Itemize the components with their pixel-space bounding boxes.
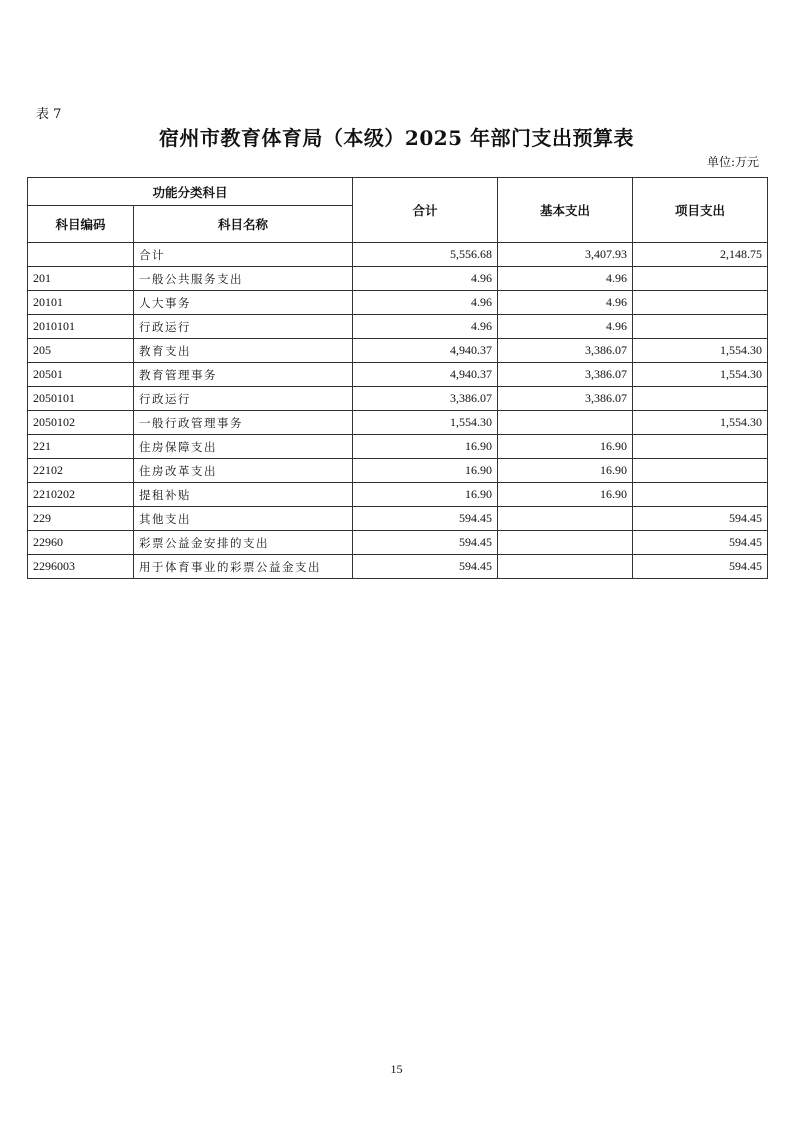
header-project-expenditure: 项目支出	[633, 178, 768, 243]
cell-project-expenditure: 2,148.75	[633, 243, 768, 267]
table-row	[28, 507, 768, 531]
cell-total: 3,386.07	[353, 387, 498, 411]
cell-subject-name: 教育管理事务	[134, 363, 353, 387]
table-label: 表 7	[36, 107, 62, 122]
table-row	[28, 387, 768, 411]
cell-subject-name: 行政运行	[134, 315, 353, 339]
table-header	[28, 178, 768, 243]
cell-total: 4.96	[353, 315, 498, 339]
cell-subject-name: 人大事务	[134, 291, 353, 315]
cell-total: 16.90	[353, 459, 498, 483]
cell-subject-code: 221	[28, 435, 134, 459]
cell-project-expenditure: 594.45	[633, 507, 768, 531]
cell-basic-expenditure	[498, 411, 633, 435]
cell-subject-name: 住房保障支出	[134, 435, 353, 459]
table-row	[28, 531, 768, 555]
cell-subject-name: 教育支出	[134, 339, 353, 363]
header-functional-classification: 功能分类科目	[28, 178, 353, 206]
cell-total: 16.90	[353, 435, 498, 459]
cell-total: 4,940.37	[353, 363, 498, 387]
cell-subject-code: 2010101	[28, 315, 134, 339]
header-basic-expenditure: 基本支出	[498, 178, 633, 243]
table-row	[28, 363, 768, 387]
cell-subject-name: 提租补贴	[134, 483, 353, 507]
cell-project-expenditure	[633, 435, 768, 459]
cell-total: 594.45	[353, 531, 498, 555]
cell-subject-name: 行政运行	[134, 387, 353, 411]
table-row	[28, 243, 768, 267]
cell-total: 5,556.68	[353, 243, 498, 267]
cell-subject-code: 22102	[28, 459, 134, 483]
cell-subject-code: 22960	[28, 531, 134, 555]
table-row	[28, 483, 768, 507]
cell-subject-name: 住房改革支出	[134, 459, 353, 483]
cell-project-expenditure: 1,554.30	[633, 363, 768, 387]
cell-basic-expenditure: 3,386.07	[498, 387, 633, 411]
cell-basic-expenditure	[498, 555, 633, 579]
cell-subject-code: 20101	[28, 291, 134, 315]
cell-basic-expenditure	[498, 507, 633, 531]
cell-subject-name: 其他支出	[134, 507, 353, 531]
cell-project-expenditure	[633, 267, 768, 291]
cell-total: 594.45	[353, 555, 498, 579]
cell-subject-name: 一般行政管理事务	[134, 411, 353, 435]
table-row	[28, 459, 768, 483]
cell-project-expenditure: 594.45	[633, 555, 768, 579]
cell-basic-expenditure: 3,386.07	[498, 363, 633, 387]
cell-project-expenditure: 1,554.30	[633, 411, 768, 435]
cell-basic-expenditure	[498, 531, 633, 555]
cell-project-expenditure	[633, 291, 768, 315]
cell-basic-expenditure: 3,386.07	[498, 339, 633, 363]
cell-project-expenditure: 594.45	[633, 531, 768, 555]
cell-project-expenditure	[633, 315, 768, 339]
cell-subject-code	[28, 243, 134, 267]
header-subject-code: 科目编码	[28, 206, 134, 243]
page-number: 15	[390, 1062, 403, 1076]
unit-label: 单位:万元	[706, 155, 759, 169]
cell-total: 4.96	[353, 267, 498, 291]
cell-subject-name: 合计	[134, 243, 353, 267]
cell-subject-code: 20501	[28, 363, 134, 387]
cell-subject-code: 2050101	[28, 387, 134, 411]
cell-project-expenditure	[633, 459, 768, 483]
cell-subject-code: 201	[28, 267, 134, 291]
budget-table	[27, 177, 768, 579]
cell-total: 16.90	[353, 483, 498, 507]
table-row	[28, 291, 768, 315]
cell-subject-code: 2050102	[28, 411, 134, 435]
cell-basic-expenditure: 4.96	[498, 291, 633, 315]
cell-project-expenditure	[633, 483, 768, 507]
cell-subject-name: 一般公共服务支出	[134, 267, 353, 291]
cell-subject-name: 彩票公益金安排的支出	[134, 531, 353, 555]
table-row	[28, 411, 768, 435]
table-row	[28, 315, 768, 339]
cell-total: 4.96	[353, 291, 498, 315]
cell-basic-expenditure: 16.90	[498, 483, 633, 507]
table-body	[28, 243, 768, 579]
cell-basic-expenditure: 16.90	[498, 435, 633, 459]
cell-subject-name: 用于体育事业的彩票公益金支出	[134, 555, 353, 579]
header-total: 合计	[353, 178, 498, 243]
cell-total: 4,940.37	[353, 339, 498, 363]
cell-total: 594.45	[353, 507, 498, 531]
table-row	[28, 435, 768, 459]
cell-project-expenditure	[633, 387, 768, 411]
document-title: 宿州市教育体育局（本级）2025 年部门支出预算表	[158, 126, 635, 150]
table-row	[28, 267, 768, 291]
cell-basic-expenditure: 4.96	[498, 315, 633, 339]
header-subject-name: 科目名称	[134, 206, 353, 243]
cell-subject-code: 205	[28, 339, 134, 363]
table-row	[28, 339, 768, 363]
cell-subject-code: 2296003	[28, 555, 134, 579]
cell-basic-expenditure: 3,407.93	[498, 243, 633, 267]
cell-subject-code: 229	[28, 507, 134, 531]
cell-subject-code: 2210202	[28, 483, 134, 507]
cell-project-expenditure: 1,554.30	[633, 339, 768, 363]
cell-total: 1,554.30	[353, 411, 498, 435]
table-row	[28, 555, 768, 579]
cell-basic-expenditure: 4.96	[498, 267, 633, 291]
cell-basic-expenditure: 16.90	[498, 459, 633, 483]
